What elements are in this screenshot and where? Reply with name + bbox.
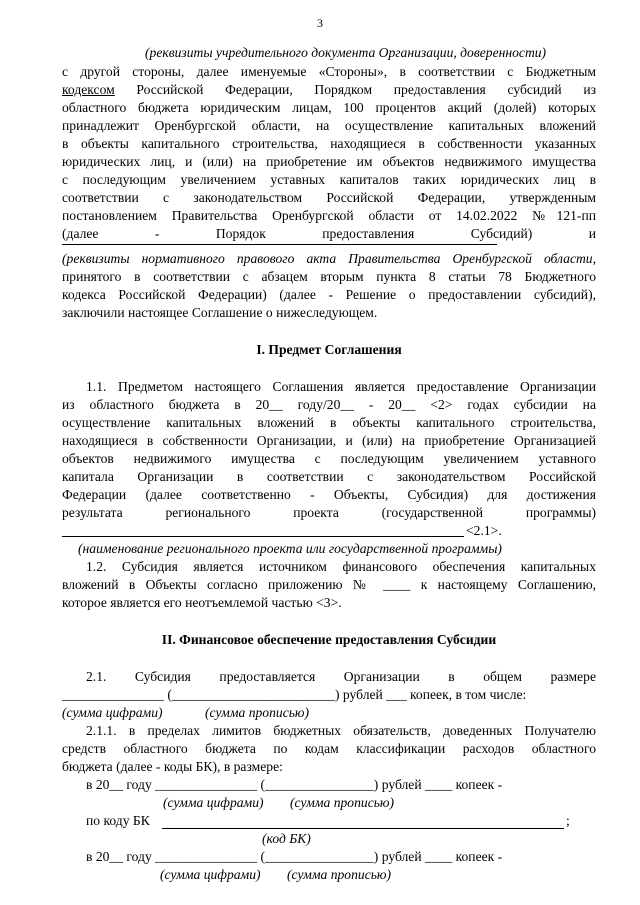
intro-line-12: кодекса Российской Федерации) (далее - Решение о предоставлении субсидий),: [62, 287, 596, 302]
blank-line-project: [62, 536, 464, 537]
year-line-2: в 20__ году _______________ (________________) рублей ____ копеек -: [86, 849, 503, 864]
clause-2-1-1-line-3: бюджета (далее - коды БК), в размере:: [62, 759, 283, 774]
clause-2-1-line-1: 2.1. Субсидия предоставляется Организации в общем размере: [86, 669, 596, 684]
bk-line-end: ;: [566, 813, 570, 828]
clause-1-1-line-3: осуществление капитальных вложений в объекты капитального строительства,: [62, 415, 596, 430]
clause-1-1-line-6: капитала Организации в соответствии с законодательством Российской: [62, 469, 596, 484]
intro-line-13: заключили настоящее Соглашение о нижеследующем.: [62, 305, 378, 320]
clause-1-1-line-1: 1.1. Предметом настоящего Соглашения является предоставление Организации: [86, 379, 596, 394]
intro-line-11: принятого в соответствии с абзацем вторым пункта 8 статьи 78 Бюджетного: [62, 269, 596, 284]
clause-1-2-line-1: 1.2. Субсидия является источником финансового обеспечения капитальных: [86, 559, 596, 574]
blank-line-bk: [162, 828, 564, 829]
intro-line-6: юридических лиц, и (или) на приобретение им объектов недвижимого имущества: [62, 154, 596, 169]
blank-line-act: [62, 244, 497, 245]
intro-line-5: в объекты капитального строительства, находящиеся в собственности указанных: [62, 136, 596, 151]
clause-1-1-line-4: находящиеся в собственности Организации, и (или) на приобретение Организацией: [62, 433, 596, 448]
clause-1-1-line-5: объектов недвижимого имущества с последующим увеличением уставного: [62, 451, 596, 466]
clause-1-2-line-3: которое является его неотъемлемой частью <3>.: [62, 595, 342, 610]
clause-1-1-line-8: результата регионального проекта (государственной программы): [62, 505, 596, 520]
section-1-heading: I. Предмет Соглашения: [256, 342, 402, 357]
clause-2-1-1-line-1: 2.1.1. в пределах лимитов бюджетных обязательств, доведенных Получателю: [86, 723, 596, 738]
section-2-heading: II. Финансовое обеспечение предоставления Субсидии: [161, 632, 497, 647]
intro-line-3: областного бюджета юридическим лицам, 100 процентов акций (долей) которых: [62, 100, 596, 115]
page-number: 3: [317, 16, 323, 30]
caption-sum-digits-2: (сумма цифрами): [163, 795, 264, 810]
caption-act-requisites: (реквизиты нормативного правового акта Правительства Оренбургской области,: [62, 251, 596, 266]
budget-code-link[interactable]: кодексом: [62, 82, 115, 97]
clause-1-1-line-7: Федерации (далее соответственно - Объекты, Субсидия) для достижения: [62, 487, 596, 502]
caption-sum-words: (сумма прописью): [205, 705, 310, 720]
caption-sum-digits-3: (сумма цифрами): [160, 867, 261, 882]
clause-1-1-line-9-end: <2.1>.: [466, 523, 502, 538]
caption-bk: (код БК): [262, 831, 311, 846]
caption-sum-digits: (сумма цифрами): [62, 705, 163, 720]
caption-sum-words-3: (сумма прописью): [287, 867, 392, 882]
clause-2-1-line-2: _______________ (________________________) рублей ___ копеек, в том числе:: [62, 687, 527, 702]
caption-project: (наименование регионального проекта или государственной программы): [78, 541, 502, 556]
intro-line-2-text: Российской Федерации, Порядком предоставления субсидий из: [114, 82, 596, 97]
clause-1-2-line-2: вложений в Объекты согласно приложению № ____ к настоящему Соглашению,: [62, 577, 596, 592]
intro-line-10: (далее - Порядок предоставления Субсидий) и: [62, 226, 596, 241]
bk-line-label: по коду БК: [86, 813, 150, 828]
intro-line-4: принадлежит Оренбургской области, на осуществление капитальных вложений: [62, 118, 596, 133]
intro-line-9: постановлением Правительства Оренбургской области от 14.02.2022 №121-пп: [62, 208, 596, 223]
year-line-1: в 20__ году _______________ (________________) рублей ____ копеек -: [86, 777, 503, 792]
caption-sum-words-2: (сумма прописью): [290, 795, 395, 810]
caption-org-requisites: (реквизиты учредительного документа Организации, доверенности): [145, 45, 547, 60]
clause-2-1-1-line-2: средств областного бюджета по кодам классификации расходов областного: [62, 741, 596, 756]
intro-line-7: с последующим увеличением уставных капиталов таких юридических лиц в: [62, 172, 596, 187]
intro-line-2: [62, 81, 596, 99]
intro-line-1: с другой стороны, далее именуемые «Стороны», в соответствии с Бюджетным: [62, 64, 596, 79]
clause-1-1-line-2: из областного бюджета в 20__ году/20__ - 20__ <2> годах субсидии на: [62, 397, 596, 412]
intro-line-8: соответствии с законодательством Российской Федерации, утвержденным: [62, 190, 596, 205]
